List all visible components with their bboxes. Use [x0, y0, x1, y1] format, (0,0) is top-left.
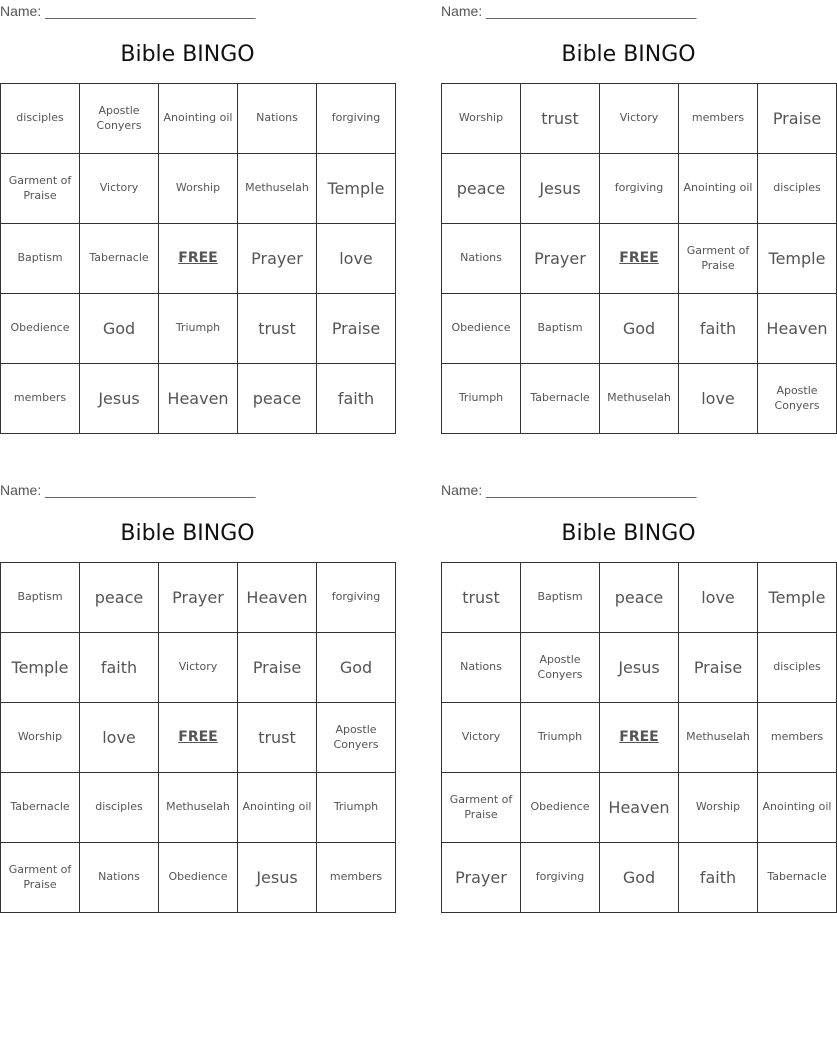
- bingo-cell: trust: [238, 703, 317, 773]
- bingo-cell: disciples: [80, 773, 159, 843]
- bingo-cell: forgiving: [600, 154, 679, 224]
- bingo-cell: Prayer: [442, 843, 521, 913]
- bingo-cell: Prayer: [238, 224, 317, 294]
- bingo-row: [1, 633, 396, 703]
- bingo-cell: peace: [442, 154, 521, 224]
- bingo-cell: disciples: [758, 154, 837, 224]
- bingo-cell: Worship: [159, 154, 238, 224]
- bingo-cell: Praise: [317, 294, 396, 364]
- card-title: Bible BINGO: [561, 42, 696, 67]
- bingo-cell: Worship: [442, 84, 521, 154]
- bingo-cell: Heaven: [238, 563, 317, 633]
- bingo-cell: Triumph: [442, 364, 521, 434]
- card-title: Bible BINGO: [561, 521, 696, 546]
- name-field-label: Name: ___________________________: [441, 482, 697, 498]
- bingo-row: [1, 154, 396, 224]
- bingo-cell: Temple: [758, 224, 837, 294]
- card-title: Bible BINGO: [120, 521, 255, 546]
- bingo-cell: Tabernacle: [1, 773, 80, 843]
- bingo-cell: Praise: [758, 84, 837, 154]
- bingo-cell: God: [80, 294, 159, 364]
- bingo-cell: members: [679, 84, 758, 154]
- bingo-cell: Triumph: [317, 773, 396, 843]
- bingo-cell: Jesus: [238, 843, 317, 913]
- bingo-cell: Victory: [600, 84, 679, 154]
- bingo-cell: love: [80, 703, 159, 773]
- bingo-cell: Anointing oil: [758, 773, 837, 843]
- bingo-row: [1, 294, 396, 364]
- bingo-cell: Anointing oil: [679, 154, 758, 224]
- bingo-row: [442, 294, 837, 364]
- bingo-cell: Nations: [442, 224, 521, 294]
- bingo-cell: Nations: [442, 633, 521, 703]
- bingo-cell: Triumph: [159, 294, 238, 364]
- bingo-cell: forgiving: [317, 84, 396, 154]
- bingo-cell: Temple: [317, 154, 396, 224]
- bingo-cell: Apostle Conyers: [521, 633, 600, 703]
- bingo-cell: Baptism: [1, 563, 80, 633]
- free-space: FREE: [600, 224, 679, 294]
- bingo-cell: Anointing oil: [159, 84, 238, 154]
- bingo-cell: Nations: [80, 843, 159, 913]
- bingo-grid: [0, 83, 396, 434]
- free-space: FREE: [600, 703, 679, 773]
- bingo-cell: Tabernacle: [521, 364, 600, 434]
- bingo-cell: peace: [80, 563, 159, 633]
- bingo-row: [1, 224, 396, 294]
- bingo-cell: Garment of Praise: [1, 843, 80, 913]
- bingo-cell: Heaven: [159, 364, 238, 434]
- card-title: Bible BINGO: [120, 42, 255, 67]
- bingo-cell: Worship: [1, 703, 80, 773]
- bingo-cell: members: [317, 843, 396, 913]
- bingo-cell: Prayer: [521, 224, 600, 294]
- bingo-cell: Prayer: [159, 563, 238, 633]
- bingo-cell: Jesus: [80, 364, 159, 434]
- bingo-row: [1, 773, 396, 843]
- bingo-cell: Baptism: [521, 294, 600, 364]
- bingo-cell: trust: [442, 563, 521, 633]
- name-field-label: Name: ___________________________: [0, 3, 256, 19]
- bingo-cell: Baptism: [521, 563, 600, 633]
- bingo-cell: Obedience: [1, 294, 80, 364]
- bingo-grid: [441, 83, 837, 434]
- bingo-cell: disciples: [1, 84, 80, 154]
- bingo-row: [442, 773, 837, 843]
- bingo-row: [442, 364, 837, 434]
- bingo-cell: Heaven: [600, 773, 679, 843]
- bingo-cell: forgiving: [317, 563, 396, 633]
- bingo-row: [1, 843, 396, 913]
- bingo-cell: Tabernacle: [758, 843, 837, 913]
- bingo-cell: Obedience: [159, 843, 238, 913]
- bingo-row: [1, 703, 396, 773]
- bingo-cell: peace: [600, 563, 679, 633]
- bingo-cell: God: [600, 294, 679, 364]
- name-field-label: Name: ___________________________: [0, 482, 256, 498]
- bingo-cell: Methuselah: [238, 154, 317, 224]
- bingo-cell: faith: [80, 633, 159, 703]
- free-space: FREE: [159, 224, 238, 294]
- bingo-grid: [441, 562, 837, 913]
- bingo-cell: Apostle Conyers: [317, 703, 396, 773]
- bingo-row: [442, 154, 837, 224]
- bingo-row: [442, 84, 837, 154]
- bingo-cell: Garment of Praise: [679, 224, 758, 294]
- bingo-cell: Jesus: [521, 154, 600, 224]
- bingo-cell: God: [600, 843, 679, 913]
- bingo-row: [442, 703, 837, 773]
- name-field-label: Name: ___________________________: [441, 3, 697, 19]
- bingo-cell: Apostle Conyers: [80, 84, 159, 154]
- bingo-cell: Methuselah: [159, 773, 238, 843]
- bingo-grid: [0, 562, 396, 913]
- bingo-cell: Anointing oil: [238, 773, 317, 843]
- bingo-cell: love: [679, 563, 758, 633]
- bingo-cell: Nations: [238, 84, 317, 154]
- bingo-cell: members: [1, 364, 80, 434]
- bingo-cell: God: [317, 633, 396, 703]
- bingo-row: [442, 633, 837, 703]
- bingo-cell: Temple: [758, 563, 837, 633]
- bingo-cell: trust: [238, 294, 317, 364]
- bingo-cell: Baptism: [1, 224, 80, 294]
- bingo-cell: Obedience: [521, 773, 600, 843]
- bingo-cell: love: [317, 224, 396, 294]
- bingo-cell: forgiving: [521, 843, 600, 913]
- bingo-cell: Obedience: [442, 294, 521, 364]
- bingo-cell: Garment of Praise: [1, 154, 80, 224]
- bingo-cell: members: [758, 703, 837, 773]
- bingo-row: [442, 563, 837, 633]
- bingo-row: [1, 84, 396, 154]
- bingo-cell: Garment of Praise: [442, 773, 521, 843]
- bingo-cell: peace: [238, 364, 317, 434]
- bingo-cell: faith: [679, 294, 758, 364]
- bingo-cell: Heaven: [758, 294, 837, 364]
- bingo-row: [442, 843, 837, 913]
- bingo-cell: Apostle Conyers: [758, 364, 837, 434]
- bingo-cell: Methuselah: [679, 703, 758, 773]
- bingo-cell: Praise: [238, 633, 317, 703]
- bingo-cell: Worship: [679, 773, 758, 843]
- bingo-cell: Victory: [442, 703, 521, 773]
- bingo-cell: Victory: [159, 633, 238, 703]
- bingo-cell: Jesus: [600, 633, 679, 703]
- bingo-cell: Temple: [1, 633, 80, 703]
- bingo-row: [1, 563, 396, 633]
- bingo-row: [1, 364, 396, 434]
- bingo-cell: Triumph: [521, 703, 600, 773]
- bingo-cell: Methuselah: [600, 364, 679, 434]
- free-space: FREE: [159, 703, 238, 773]
- bingo-cell: faith: [317, 364, 396, 434]
- bingo-cell: Praise: [679, 633, 758, 703]
- bingo-cell: faith: [679, 843, 758, 913]
- bingo-cell: disciples: [758, 633, 837, 703]
- bingo-cell: Victory: [80, 154, 159, 224]
- bingo-cell: love: [679, 364, 758, 434]
- bingo-cell: trust: [521, 84, 600, 154]
- bingo-cell: Tabernacle: [80, 224, 159, 294]
- bingo-row: [442, 224, 837, 294]
